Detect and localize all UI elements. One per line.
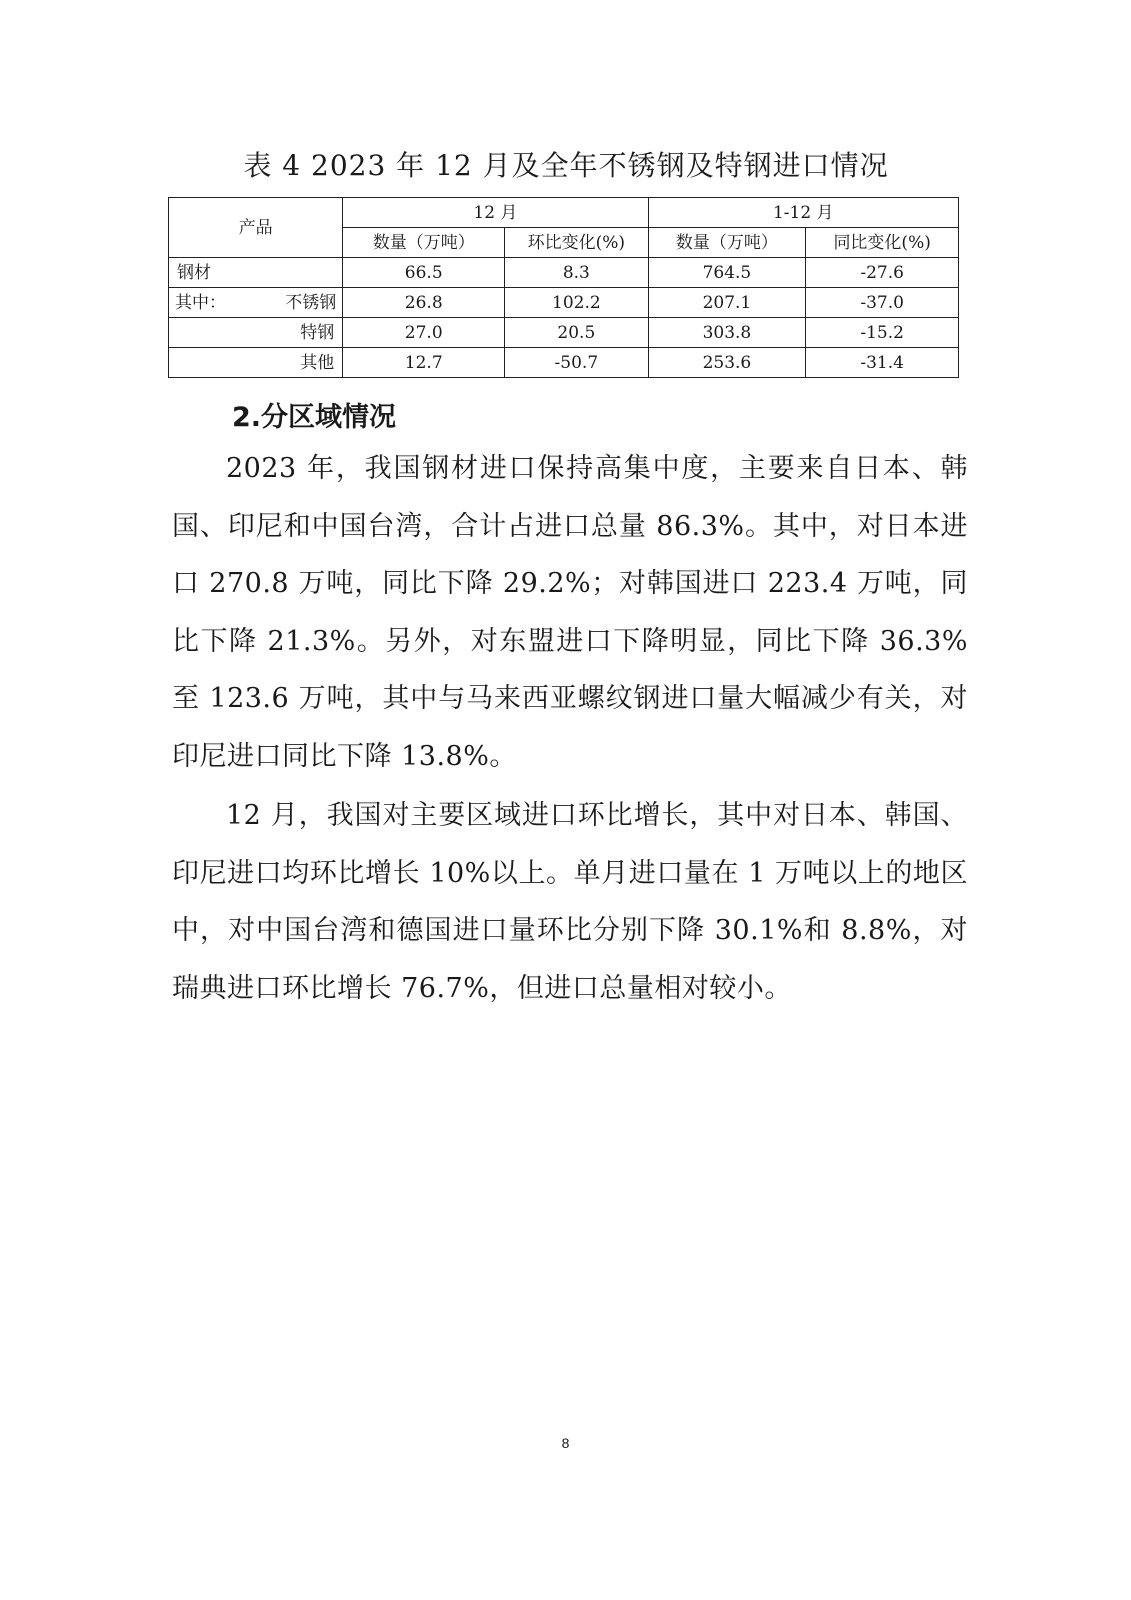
cell-ytd-qty: 253.6 [648,348,806,378]
header-ytd-qty: 数量（万吨） [648,228,806,258]
cell-month-change: -50.7 [505,348,648,378]
body-paragraph: 2023 年，我国钢材进口保持高集中度，主要来自日本、韩国、印尼和中国台湾，合计占进口总量 86.3%。其中，对日本进口 270.8 万吨，同比下降 29.2%；对韩国进口 223.4 万吨，同比下降 21.3%。另外，对东盟进口下降明显，同比下降 36.3%至 123.6 万吨，其中与马来西亚螺纹钢进口量大幅减少有关，对印尼进口同比下降 13.8%。 [172,453,968,772]
cell-ytd-change: -15.2 [806,318,959,348]
body-paragraph: 12 月，我国对主要区域进口环比增长，其中对日本、韩国、印尼进口均环比增长 10%以上。单月进口量在 1 万吨以上的地区中，对中国台湾和德国进口量环比分别下降 30.1%和 8.8%，对瑞典进口环比增长 76.7%，但进口总量相对较小。 [172,800,968,1004]
row-label: 特钢 [169,318,343,348]
import-table [168,197,959,378]
row-label-prefix: 其中： [175,292,226,313]
row-label: 其他 [169,348,343,378]
cell-ytd-qty: 207.1 [648,288,806,318]
row-label: 钢材 [169,258,343,288]
cell-month-qty: 12.7 [343,348,505,378]
cell-ytd-qty: 764.5 [648,258,806,288]
header-product: 产品 [169,198,343,258]
section-heading: 2.分区域情况 [232,402,397,433]
header-group-ytd: 1-12 月 [648,198,958,228]
header-group-month: 12 月 [343,198,648,228]
cell-month-change: 8.3 [505,258,648,288]
cell-month-change: 102.2 [505,288,648,318]
cell-month-qty: 27.0 [343,318,505,348]
cell-ytd-change: -27.6 [806,258,959,288]
row-label [169,288,343,318]
cell-month-change: 20.5 [505,318,648,348]
header-month-change: 环比变化(%) [505,228,648,258]
table-header-row [169,198,959,228]
cell-ytd-change: -31.4 [806,348,959,378]
header-ytd-change: 同比变化(%) [806,228,959,258]
row-label-name: 不锈钢 [285,292,337,313]
cell-ytd-change: -37.0 [806,288,959,318]
header-month-qty: 数量（万吨） [343,228,505,258]
table-row [169,288,959,318]
page-number: 8 [561,1435,570,1451]
cell-month-qty: 66.5 [343,258,505,288]
table-row [169,258,959,288]
cell-ytd-qty: 303.8 [648,318,806,348]
cell-month-qty: 26.8 [343,288,505,318]
table-row [169,348,959,378]
table-row [169,318,959,348]
table-title: 表 4 2023 年 12 月及全年不锈钢及特钢进口情况 [243,149,889,182]
